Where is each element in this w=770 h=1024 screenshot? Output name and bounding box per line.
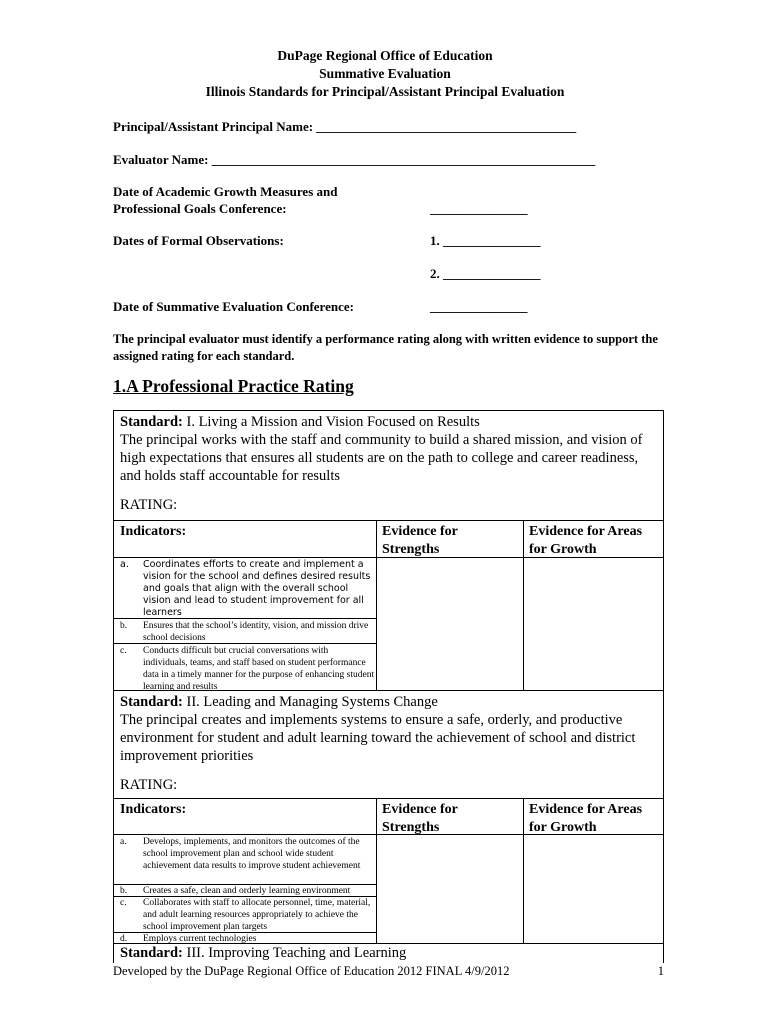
indicator-2d: d. Employs current technologies — [120, 934, 257, 944]
standard-2-description: The principal creates and implements systems to ensure a safe, orderly, and productive environment for student and adult learning toward the achievement of school and district improvement priorities — [120, 712, 636, 764]
evidence-strengths-cell-2[interactable] — [377, 835, 522, 944]
standard-1-box — [113, 410, 664, 521]
footer-text: Developed by the DuPage Regional Office of Education 2012 FINAL 4/9/2012 — [113, 964, 510, 978]
indicator-2b: b. Creates a safe, clean and orderly learning environment — [120, 886, 351, 896]
org-title: DuPage Regional Office of Education — [277, 48, 493, 63]
indicators-header: Indicators: — [120, 524, 187, 539]
standard-2-label: Standard: — [120, 694, 183, 710]
standard-2-box — [113, 690, 664, 799]
standard-1-label: Standard: — [120, 414, 183, 430]
instructions: The principal evaluator must identify a performance rating along with written evidence to support the assigned rating for each standard. — [113, 332, 658, 363]
page-number: 1 — [657, 964, 664, 978]
summative-conference-date-field[interactable]: _______________ — [430, 299, 528, 314]
evidence-growth-header: Evidence for Areas for Growth — [529, 524, 643, 557]
principal-name-field[interactable]: Principal/Assistant Principal Name: ________________________________________ — [113, 119, 577, 134]
standard-2-rating[interactable]: RATING: — [120, 777, 178, 793]
indicator-1a: a. Coordinates efforts to create and implement a vision for the school and defines desired results and goals that align with the overall school vision and lead to student improvement for all learners — [120, 559, 371, 618]
formal-observation-1-field[interactable]: 1. _______________ — [430, 233, 541, 248]
standard-1-rating[interactable]: RATING: — [120, 497, 178, 513]
academic-growth-label-2: Professional Goals Conference: — [113, 201, 287, 216]
summative-conference-label: Date of Summative Evaluation Conference: — [113, 299, 354, 314]
formal-observations-label: Dates of Formal Observations: — [113, 233, 284, 248]
standard-1-title: I. Living a Mission and Vision Focused on Results — [186, 414, 480, 430]
indicator-2a: a. Develops, implements, and monitors the outcomes of the school improvement plan and school wide student achievement data results to improve student achievement — [120, 837, 361, 871]
evidence-strengths-cell-1[interactable] — [377, 558, 522, 691]
indicators-header-2: Indicators: — [120, 802, 187, 817]
indicator-2c: c. Collaborates with staff to allocate personnel, time, material, and adult learning resources appropriately to achieve the school improvement plan targets — [120, 898, 371, 932]
page-footer — [113, 964, 664, 979]
standard-3-title: III. Improving Teaching and Learning — [186, 945, 407, 961]
standard-1-indicator-grid — [113, 520, 664, 691]
indicator-1b: b. Ensures that the school’s identity, vision, and mission drive school decisions — [120, 621, 369, 643]
doc-subtitle: Illinois Standards for Principal/Assistant Principal Evaluation — [205, 84, 565, 99]
standard-1-text — [114, 411, 663, 487]
section-title: 1.A Professional Practice Rating — [113, 376, 354, 396]
evidence-strengths-header: Evidence for Strengths — [382, 524, 458, 557]
standard-2-indicator-grid — [113, 798, 664, 944]
standard-1-description: The principal works with the staff and community to build a shared mission, and vision of high expectations that ensures all students are on the path to college and career readiness, and holds staff accountable for results — [120, 432, 643, 484]
evidence-growth-cell-2[interactable] — [524, 835, 663, 944]
standard-2-text — [114, 691, 663, 767]
evaluator-name-field[interactable]: Evaluator Name: ___________________________________________________________ — [113, 152, 596, 167]
standard-2-title: II. Leading and Managing Systems Change — [186, 694, 438, 710]
standard-3-box — [113, 943, 664, 963]
evidence-growth-cell-1[interactable] — [524, 558, 663, 691]
academic-growth-date-field[interactable]: _______________ — [430, 201, 528, 216]
doc-title: Summative Evaluation — [319, 66, 451, 81]
document-header — [0, 47, 770, 101]
academic-growth-label-1: Date of Academic Growth Measures and — [113, 184, 338, 199]
formal-observation-2-field[interactable]: 2. _______________ — [430, 266, 541, 281]
standard-3-label: Standard: — [120, 945, 183, 961]
indicator-1c: c. Conducts difficult but crucial conversations with individuals, teams, and staff based on student performance data in a timely manner for the purpose of enhancing student learning and results — [120, 646, 375, 692]
evidence-strengths-header-2: Evidence for Strengths — [382, 802, 458, 835]
evidence-growth-header-2: Evidence for Areas for Growth — [529, 802, 643, 835]
standard-3-text — [114, 944, 663, 964]
